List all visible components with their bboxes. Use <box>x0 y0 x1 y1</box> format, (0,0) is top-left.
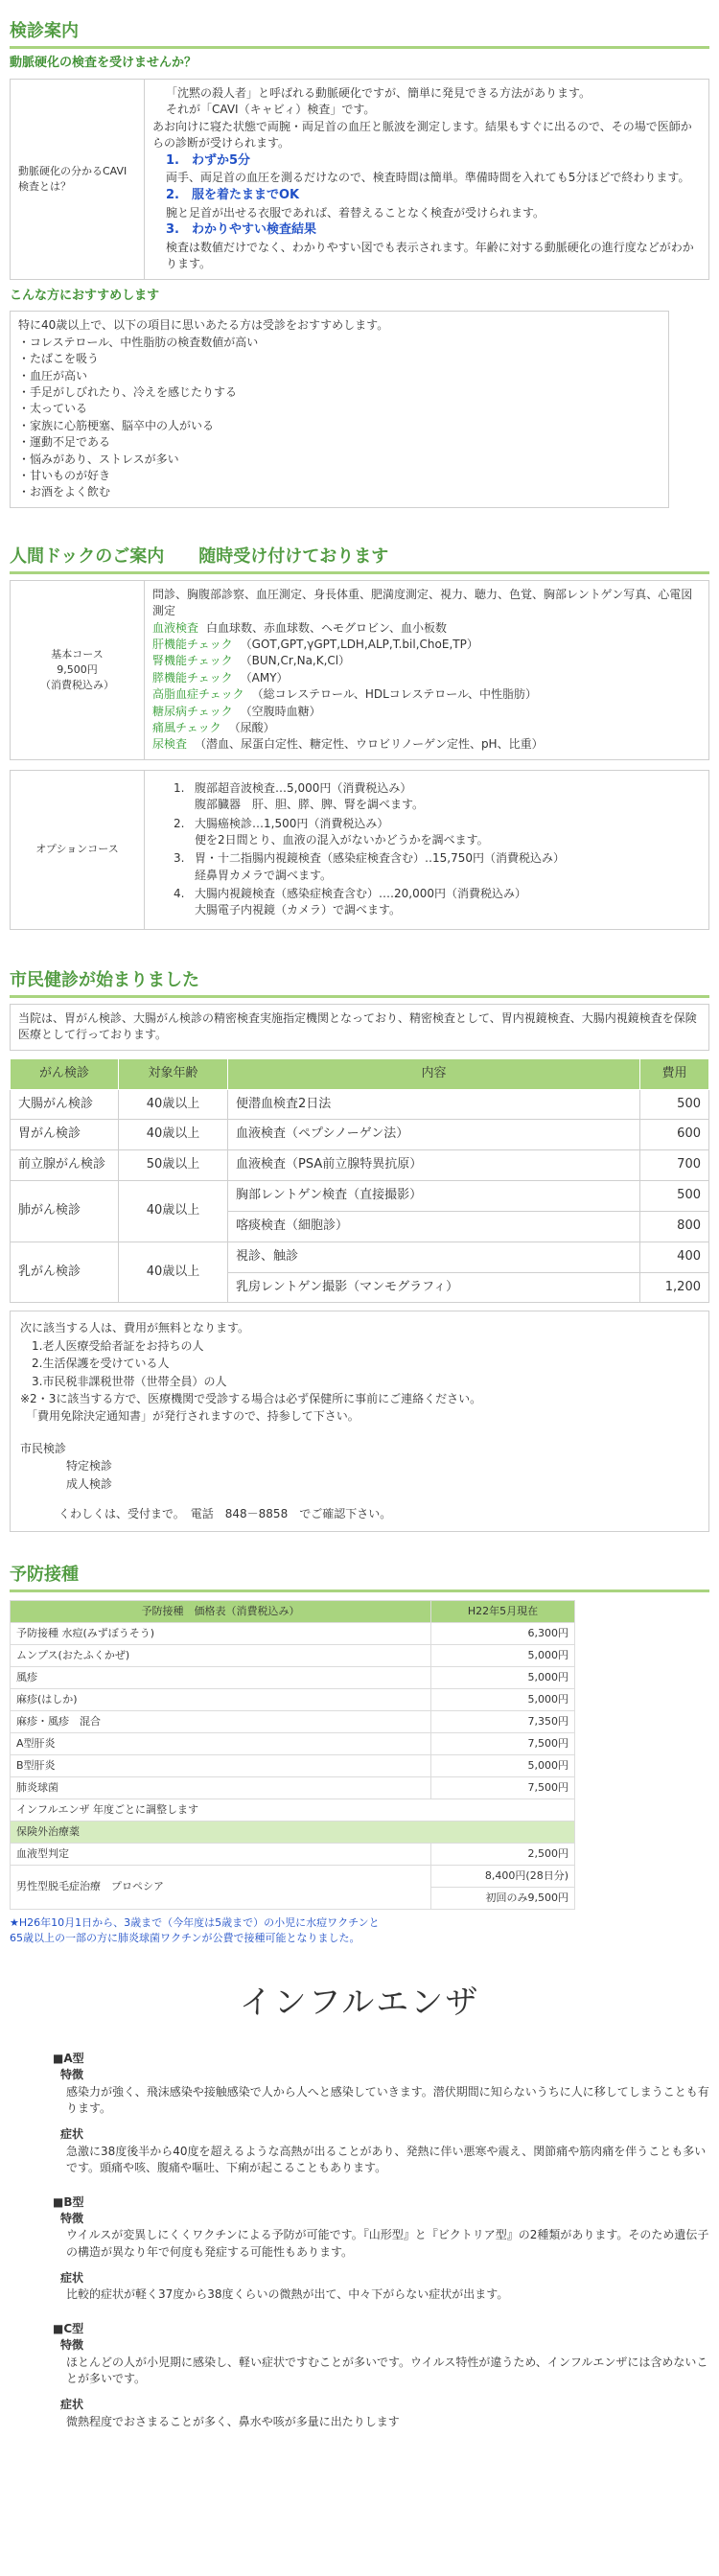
citizen-section-title: 市民健診が始まりました <box>10 959 709 998</box>
basic-tax: （消費税込み） <box>40 678 114 691</box>
option-content <box>145 770 709 929</box>
note2-line: 特定検診 <box>20 1459 113 1474</box>
flu-note-row <box>11 1799 575 1821</box>
basic-item <box>152 670 701 686</box>
influenza-type-name: ■C型 <box>53 2321 84 2335</box>
option-subtext: 腹部臓器 肝、胆、膵、脾、腎を調べます。 <box>195 798 425 812</box>
target-age: 40歳以上 <box>119 1120 228 1150</box>
recommend-item: ・ 甘いものが好き <box>18 468 661 484</box>
basic-label: 基本コース <box>51 647 104 661</box>
cancer-type: 肺がん検診 <box>11 1181 119 1242</box>
vaccine-table <box>10 1600 575 1909</box>
note2-line: 成人検診 <box>20 1476 113 1491</box>
vaccine-row <box>11 1776 575 1799</box>
cancer-type: 前立腺がん検診 <box>11 1150 119 1181</box>
influenza-type-block <box>53 2321 709 2430</box>
note2-line: 市民検診 <box>20 1441 67 1455</box>
influenza-type-block <box>53 2051 709 2177</box>
vaccine-price: 5,000円 <box>431 1689 575 1711</box>
basic-price: 9,500円 <box>57 662 98 676</box>
basic-item-name: 高脂血症チェック <box>152 687 244 702</box>
recommend-heading: こんな方におすすめします <box>10 288 160 303</box>
cancer-type: 大腸がん検診 <box>11 1089 119 1120</box>
option-number: 2. <box>174 816 185 830</box>
exam-content: 血液検査（PSA前立腺特異抗原） <box>228 1150 640 1181</box>
vaccine-row <box>11 1755 575 1777</box>
basic-item-desc: （潜血、尿蛋白定性、糖定性、ウロビリノーゲン定性、pH、比重） <box>195 737 544 752</box>
vaccine-note-1: ★H26年10月1日から、3歳まで（今年度は5歳まで）の小児に水痘ワクチンと <box>10 1915 380 1929</box>
option-text: 大腸内視鏡検査（感染症検査含む）‥‥20,000円（消費税込み） <box>195 887 527 901</box>
recommend-item: ・ 太っている <box>18 401 661 417</box>
vaccine-row <box>11 1711 575 1733</box>
basic-item-desc: （空腹時血糖） <box>240 704 321 718</box>
influenza-symptom-label: 症状 <box>60 2271 84 2286</box>
option-number: 3. <box>174 851 185 866</box>
influenza-feature-label: 特徴 <box>60 2068 84 2082</box>
influenza-type-name: ■A型 <box>53 2051 84 2065</box>
vaccine-name: A型肝炎 <box>11 1733 431 1755</box>
vaccine-price: 7,500円 <box>431 1733 575 1755</box>
recommend-item: ・ 悩みがあり、ストレスが多い <box>18 452 661 468</box>
note-line: 3.市民税非課税世帯（世帯全員）の人 <box>20 1374 227 1388</box>
other-head: 保険外治療薬 <box>11 1821 575 1843</box>
cavi-content <box>145 79 709 279</box>
cancer-type: 乳がん検診 <box>11 1242 119 1303</box>
note-line: 「費用免除決定通知書」が発行されますので、持参して下さい。 <box>20 1409 360 1424</box>
basic-item <box>152 720 701 736</box>
influenza-symptom-label: 症状 <box>60 2398 84 2412</box>
basic-item-desc: （尿酸） <box>228 720 275 734</box>
option-item <box>174 780 701 814</box>
exam-fee: 500 <box>640 1089 709 1120</box>
vaccine-head-left: 予防接種 価格表（消費税込み） <box>11 1601 431 1623</box>
recommend-item: ・ コレステロール、中性脂肪の検査数値が高い <box>18 335 661 351</box>
option-label: オプションコース <box>11 770 145 929</box>
cancer-exam-header <box>11 1058 709 1089</box>
basic-course-label <box>11 580 145 759</box>
influenza-feature-text: ほとんどの人が小児期に感染し、軽い症状ですむことが多いです。ウイルス特性が違うため、インフルエンザには含めないことが多いです。 <box>66 2355 708 2386</box>
recommend-box <box>10 311 669 507</box>
basic-item-desc: 白血球数、赤血球数、ヘモグロビン、血小板数 <box>206 620 448 635</box>
exam-section-title: 検診案内 <box>10 10 709 49</box>
cavi-p1: 「沈黙の殺人者」と呼ばれる動脈硬化ですが、簡単に発見できる方法があります。 <box>166 85 591 100</box>
option-text: 腹部超音波検査…5,000円（消費税込み） <box>195 780 412 795</box>
vaccine-name: 肺炎球菌 <box>11 1776 431 1799</box>
basic-intro: 問診、胸腹部診察、血圧測定、身長体重、肥満度測定、視力、聴力、色覚、胸部レントゲン写真、心電図測定 <box>152 587 693 618</box>
target-age: 40歳以上 <box>119 1089 228 1120</box>
exam-content: 胸部レントゲン検査（直接撮影） <box>228 1181 640 1212</box>
basic-item <box>152 704 701 720</box>
basic-course-content <box>145 580 709 759</box>
vaccine-name: 麻疹・風疹 混合 <box>11 1711 431 1733</box>
basic-item-desc: （GOT,GPT,γGPT,LDH,ALP,T.bil,ChoE,TP） <box>240 638 478 651</box>
table-row <box>11 1120 709 1150</box>
option-text: 胃・十二指腸内視鏡検査（感染症検査含む）‥15,750円（消費税込み） <box>195 851 566 866</box>
basic-item-name: 痛風チェック <box>152 720 221 734</box>
basic-item-name: 血液検査 <box>152 620 199 635</box>
vaccine-section-title: 予防接種 <box>10 1553 709 1592</box>
basic-item-name: 腎機能チェック <box>152 654 233 668</box>
table-row <box>11 1181 709 1212</box>
vaccine-row <box>11 1645 575 1667</box>
exam-fee: 400 <box>640 1242 709 1272</box>
recommend-item: ・ 手足がしびれたり、冷えを感じたりする <box>18 384 661 401</box>
vaccine-row <box>11 1689 575 1711</box>
vaccine-name: 血液型判定 <box>11 1843 431 1865</box>
exam-fee: 1,200 <box>640 1272 709 1303</box>
vaccine-name: 風疹 <box>11 1667 431 1689</box>
vaccine-price: 7,350円 <box>431 1711 575 1733</box>
exam-content: 血液検査（ペプシノーゲン法） <box>228 1120 640 1150</box>
basic-items <box>152 620 701 754</box>
cancer-exam-header-cell: 対象年齢 <box>119 1058 228 1089</box>
recommend-item: ・ 家族に心筋梗塞、脳卒中の人がいる <box>18 418 661 434</box>
option-item <box>174 850 701 884</box>
vaccine-price: 2,500円 <box>431 1843 575 1865</box>
influenza-feature-text: 感染力が強く、飛沫感染や接触感染で人から人へと感染していきます。潜伏期間に知らないうちに人に移してしまうことも有ります。 <box>66 2084 709 2115</box>
other-row <box>11 1843 575 1865</box>
propecia-price-1: 8,400円(28日分) <box>431 1865 575 1887</box>
basic-item-name: 尿検査 <box>152 737 188 752</box>
cavi-table <box>10 79 709 280</box>
option-course-table <box>10 770 709 930</box>
vaccine-header-row <box>11 1601 575 1623</box>
vaccine-note-2: 65歳以上の一部の方に肺炎球菌ワクチンが公費で接種可能となりました。 <box>10 1931 360 1944</box>
basic-item-desc: （総コレステロール、HDLコレステロール、中性脂肪） <box>251 687 538 702</box>
propecia-name: 男性型脱毛症治療 プロペシア <box>11 1865 431 1909</box>
option-text: 大腸癌検診…1,500円（消費税込み） <box>195 816 389 830</box>
option-number: 1. <box>174 780 185 795</box>
cavi-heading: 動脈硬化の検査を受けませんか？ <box>10 56 197 71</box>
recommend-item: ・ お酒をよく飲む <box>18 484 661 500</box>
vaccine-name: B型肝炎 <box>11 1755 431 1777</box>
table-row <box>11 1089 709 1120</box>
vaccine-row <box>11 1667 575 1689</box>
vaccine-row <box>11 1733 575 1755</box>
option-subtext: 便を2日間とり、血液の混入がないかどうかを調べます。 <box>195 832 489 847</box>
basic-item-name: 糖尿病チェック <box>152 704 233 718</box>
table-row <box>11 1150 709 1181</box>
cavi-p2: それが「CAVI（キャビィ）検査」です。 <box>166 103 376 117</box>
option-item <box>174 886 701 919</box>
basic-item-name: 肝機能チェック <box>152 638 233 651</box>
cancer-exam-header-cell: 内容 <box>228 1058 640 1089</box>
cavi-point-text: 両手、両足首の血圧を測るだけなので、検査時間は簡単。準備時間を入れても5分ほどで終わります。 <box>166 171 690 185</box>
citizen-notes <box>10 1311 709 1532</box>
basic-item <box>152 637 701 653</box>
cancer-exam-body <box>11 1089 709 1303</box>
exam-fee: 700 <box>640 1150 709 1181</box>
vaccine-name: 予防接種 水痘(みずぼうそう) <box>11 1623 431 1645</box>
cancer-exam-header-cell: 費用 <box>640 1058 709 1089</box>
cancer-exam-header-cell: がん検診 <box>11 1058 119 1089</box>
cavi-point-heading: 1. わずか5分 <box>166 152 251 168</box>
target-age: 40歳以上 <box>119 1242 228 1303</box>
target-age: 40歳以上 <box>119 1181 228 1242</box>
influenza-title: インフルエンザ <box>239 1984 480 2023</box>
option-item <box>174 816 701 849</box>
dock-section-title: 人間ドックのご案内 随時受け付けております <box>10 535 709 574</box>
vaccine-table-body <box>11 1601 575 1909</box>
option-subtext: 経鼻胃カメラで調べます。 <box>195 868 333 882</box>
influenza-symptom-text: 急激に38度後半から40度を超えるような高熱が出ることがあり、発熱に伴い悪寒や震え、関節痛や筋肉痛を伴うことも多いです。頭痛や咳、腹痛や嘔吐、下痢が起こることもあります。 <box>66 2144 707 2175</box>
exam-fee: 800 <box>640 1211 709 1242</box>
influenza-symptom-label: 症状 <box>60 2127 84 2142</box>
vaccine-name: ムンプス(おたふくかぜ) <box>11 1645 431 1667</box>
influenza-feature-label: 特徴 <box>60 2338 84 2353</box>
basic-item <box>152 620 701 637</box>
basic-item-desc: （BUN,Cr,Na,K,Cl） <box>240 654 351 668</box>
option-subtext: 大腸電子内視鏡（カメラ）で調べます。 <box>195 903 402 917</box>
propecia-price-2: 初回のみ9,500円 <box>431 1887 575 1909</box>
cavi-point-heading: 3. わかりやすい検査結果 <box>166 221 316 237</box>
cavi-label: 動脈硬化の分かるCAVI検査とは？ <box>11 79 145 279</box>
contact-text: くわしくは、受付まで。 電話 848－8858 でご確認下さい。 <box>58 1507 392 1520</box>
influenza-feature-label: 特徴 <box>60 2211 84 2225</box>
target-age: 50歳以上 <box>119 1150 228 1181</box>
influenza-symptom-text: 微熱程度でおさまることが多く、鼻水や咳が多量に出たりします <box>66 2414 400 2428</box>
exam-fee: 500 <box>640 1181 709 1212</box>
option-list <box>174 780 701 919</box>
exam-content: 視診、触診 <box>228 1242 640 1272</box>
recommend-item: ・ たばこを吸う <box>18 351 661 367</box>
propecia-row <box>11 1865 575 1887</box>
vaccine-price: 5,000円 <box>431 1755 575 1777</box>
note-line: 2.生活保護を受けている人 <box>20 1357 170 1371</box>
exam-content: 喀痰検査（細胞診） <box>228 1211 640 1242</box>
table-row <box>11 1242 709 1272</box>
basic-item <box>152 686 701 703</box>
notes-list <box>20 1320 699 1425</box>
cancer-type: 胃がん検診 <box>11 1120 119 1150</box>
exam-content: 便潜血検査2日法 <box>228 1089 640 1120</box>
vaccine-price: 5,000円 <box>431 1645 575 1667</box>
vaccine-price: 5,000円 <box>431 1667 575 1689</box>
cavi-point-text: 腕と足首が出せる衣服であれば、着替えることなく検査が受けられます。 <box>166 205 545 220</box>
vaccine-row <box>11 1623 575 1645</box>
flu-note: インフルエンザ 年度ごとに調整します <box>11 1799 575 1821</box>
option-number: 4. <box>174 887 185 901</box>
exam-fee: 600 <box>640 1120 709 1150</box>
cavi-points <box>152 152 701 273</box>
influenza-type-name: ■B型 <box>53 2194 84 2209</box>
note-line: 次に該当する人は、費用が無料となります。 <box>20 1321 250 1335</box>
other-head-row <box>11 1821 575 1843</box>
basic-item-desc: （AMY） <box>240 670 289 685</box>
cavi-point-heading: 2. 服を着たままでOK <box>166 187 300 202</box>
basic-item <box>152 736 701 753</box>
cancer-exam-table <box>10 1058 709 1304</box>
recommend-intro: 特に40歳以上で、以下の項目に思いあたる方は受診をおすすめします。 <box>18 318 389 333</box>
exam-content: 乳房レントゲン撮影（マンモグラフィ） <box>228 1272 640 1303</box>
citizen-intro: 当院は、胃がん検診、大腸がん検診の精密検査実施指定機関となっており、精密検査として、胃内視鏡検査、大腸内視鏡検査を保険医療として行っております。 <box>10 1004 709 1051</box>
recommend-item: ・ 運動不足である <box>18 434 661 451</box>
vaccine-name: 麻疹(はしか) <box>11 1689 431 1711</box>
cavi-p3: あお向けに寝た状態で両腕・両足首の血圧と脈波を測定します。結果もすぐに出るので、その場で医師からの診断が受けられます。 <box>152 119 692 151</box>
note-line: ※2・3に該当する方で、医療機関で受診する場合は必ず保健所に事前にご連絡ください。 <box>20 1392 482 1406</box>
basic-item <box>152 653 701 669</box>
influenza-feature-text: ウイルスが変異しにくくワクチンによる予防が可能です。『山形型』と『ビクトリア型』の2種類があります。そのため遺伝子の構造が異なり年で何度も発症する可能性もあります。 <box>66 2228 709 2259</box>
influenza-list <box>10 2051 709 2430</box>
influenza-symptom-text: 比較的症状が軽く37度から38度くらいの微熱が出て、中々下がらない症状が出ます。 <box>66 2287 509 2302</box>
vaccine-price: 7,500円 <box>431 1776 575 1799</box>
recommend-list <box>18 335 661 501</box>
note-line: 1.老人医療受給者証をお持ちの人 <box>20 1338 204 1353</box>
vaccine-head-right: H22年5月現在 <box>431 1601 575 1623</box>
recommend-item: ・ 血圧が高い <box>18 368 661 384</box>
vaccine-price: 6,300円 <box>431 1623 575 1645</box>
cavi-point-text: 検査は数値だけでなく、わかりやすい図でも表示されます。年齢に対する動脈硬化の進行度などがわかります。 <box>166 240 694 271</box>
influenza-type-block <box>53 2194 709 2304</box>
basic-item-name: 膵機能チェック <box>152 670 233 685</box>
basic-course-table <box>10 580 709 760</box>
notes2-list <box>20 1441 699 1493</box>
